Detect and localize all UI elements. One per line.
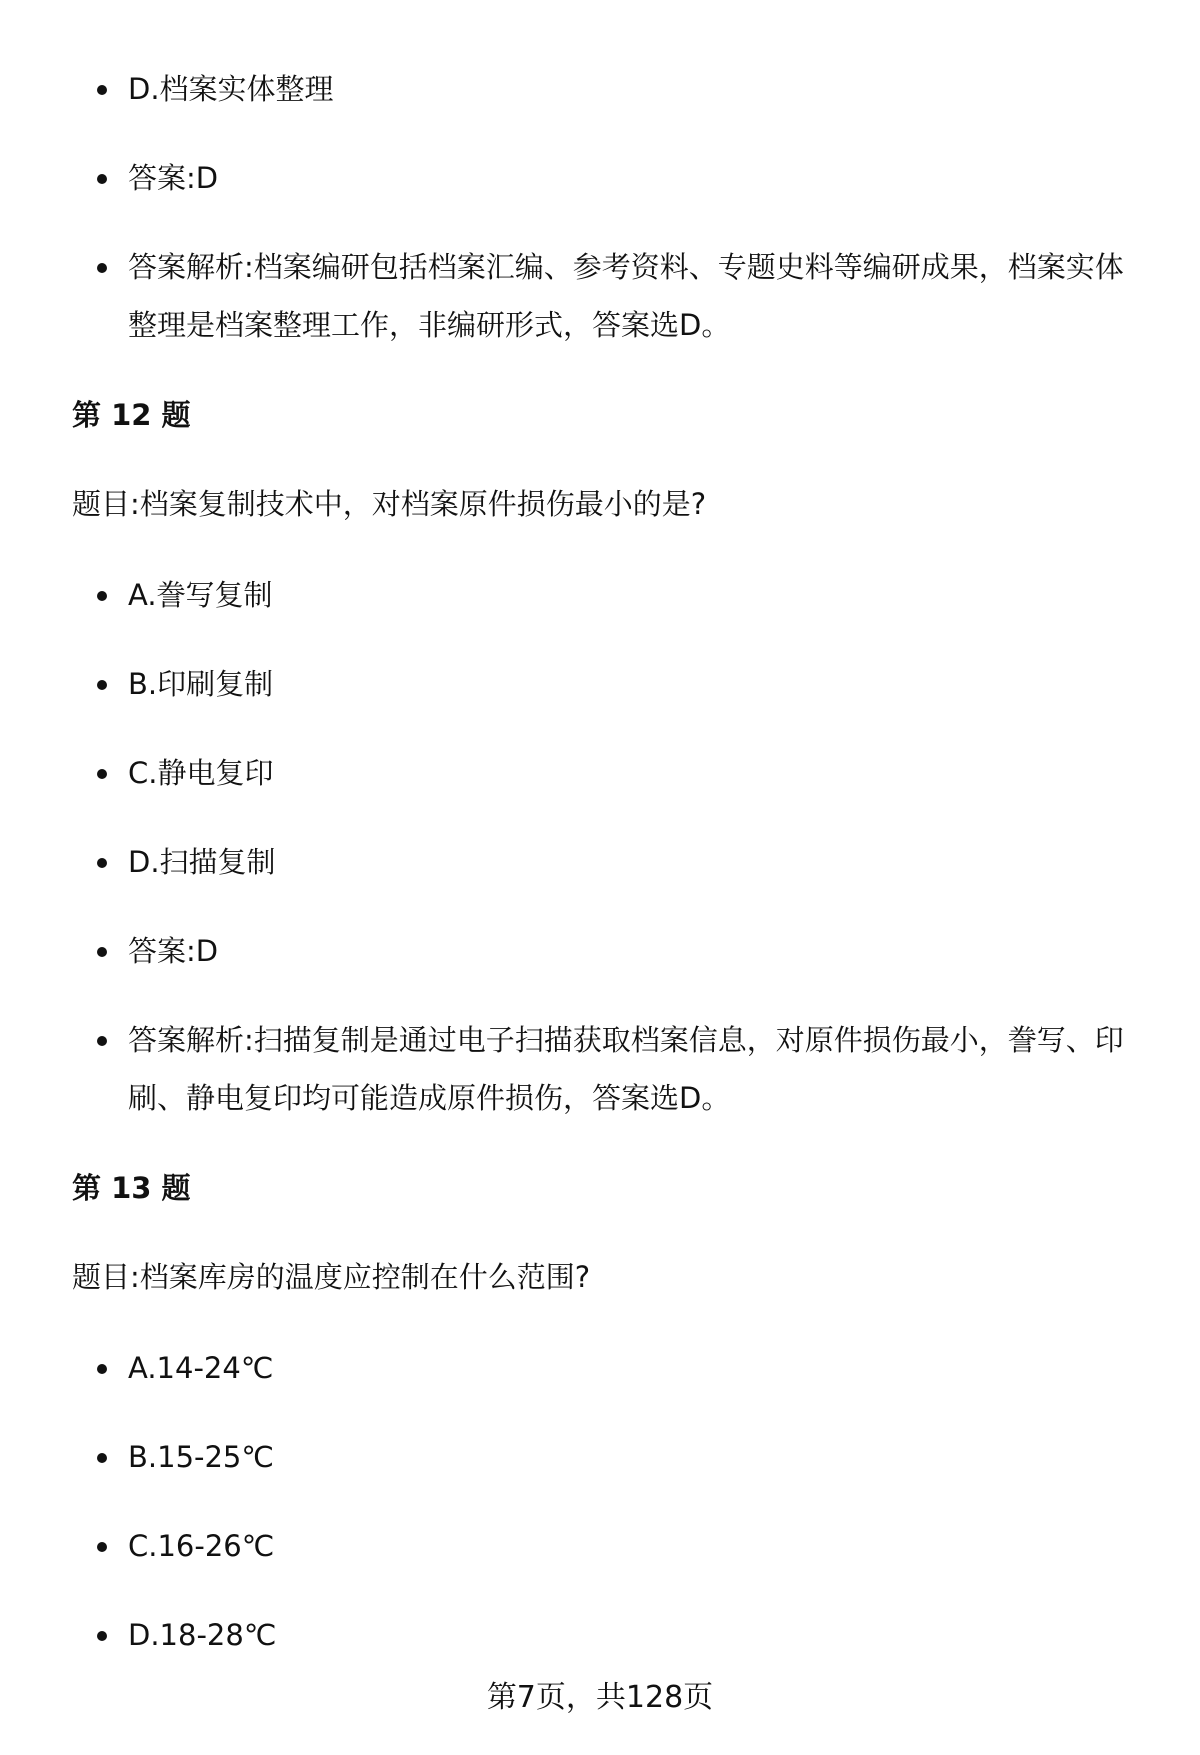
option-b: B.15-25℃ xyxy=(128,1440,274,1474)
bullet xyxy=(97,1542,107,1552)
option-c: C.16-26℃ xyxy=(128,1529,275,1563)
bullet xyxy=(97,591,107,601)
option-d: D.18-28℃ xyxy=(128,1618,277,1652)
question-text: 题目:档案库房的温度应控制在什么范围? xyxy=(72,1260,591,1294)
bullet xyxy=(97,947,107,957)
question-text: 题目:档案复制技术中，对档案原件损伤最小的是? xyxy=(72,487,707,521)
answer-text: 答案:D xyxy=(128,934,219,968)
analysis-text: 答案解析:档案编研包括档案汇编、参考资料、专题史料等编研成果，档案实体整理是档案整理工作，非编研形式，答案选D。 xyxy=(128,250,1124,342)
option-c: C.静电复印 xyxy=(128,756,274,790)
bullet xyxy=(97,263,107,273)
bullet xyxy=(97,174,107,184)
bullet xyxy=(97,1036,107,1046)
option-d: D.扫描复制 xyxy=(128,845,276,879)
option-a: A.誊写复制 xyxy=(128,578,273,612)
option-a: A.14-24℃ xyxy=(128,1351,274,1385)
bullet xyxy=(97,769,107,779)
bullet xyxy=(97,85,107,95)
question-heading: 第 12 题 xyxy=(72,398,191,432)
bullet xyxy=(97,1364,107,1374)
bullet xyxy=(97,1453,107,1463)
answer-text: 答案:D xyxy=(128,161,219,195)
bullet xyxy=(97,1631,107,1641)
option-d: D.档案实体整理 xyxy=(128,72,334,106)
bullet xyxy=(97,680,107,690)
analysis-text: 答案解析:扫描复制是通过电子扫描获取档案信息，对原件损伤最小，誊写、印刷、静电复印均可能造成原件损伤，答案选D。 xyxy=(128,1023,1124,1115)
option-b: B.印刷复制 xyxy=(128,667,274,701)
page-number-footer: 第7页，共128页 xyxy=(486,1680,714,1715)
bullet xyxy=(97,858,107,868)
question-heading: 第 13 题 xyxy=(72,1171,191,1205)
